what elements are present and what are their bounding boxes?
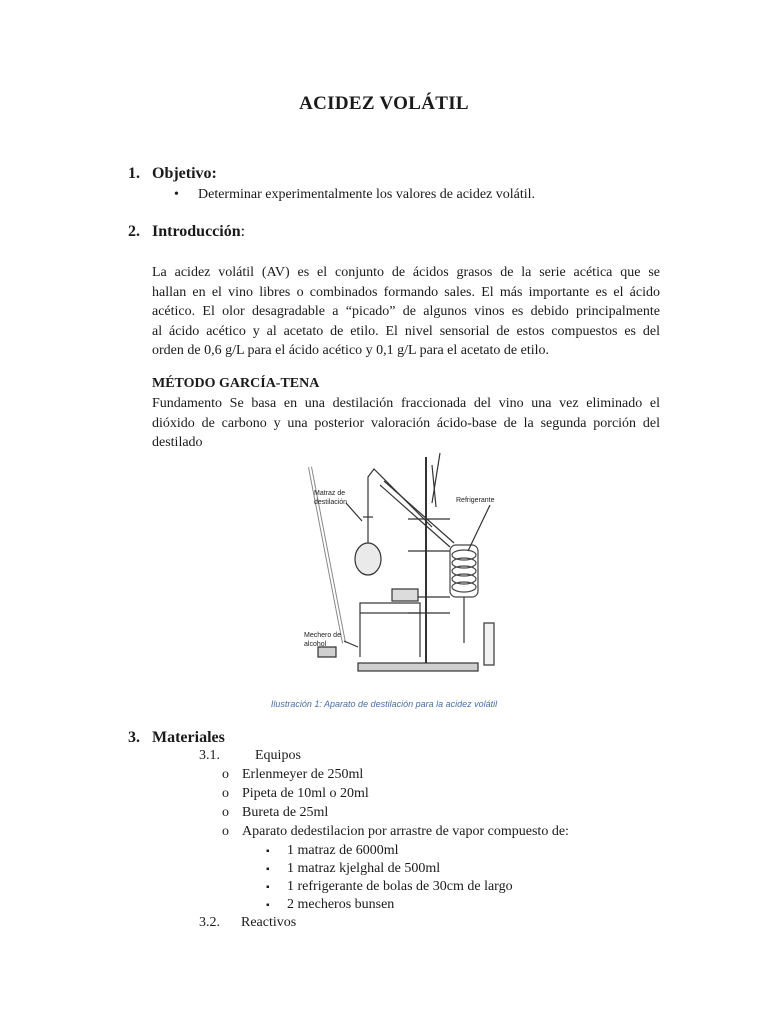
list-item xyxy=(222,767,363,783)
flask-icon xyxy=(355,543,381,575)
distillation-apparatus-figure xyxy=(300,447,510,687)
sub-list-item xyxy=(266,861,440,877)
paragraph-line: al ácido acético y al acetato de etilo. El nivel sensorial de estos compuestos es del xyxy=(152,323,660,339)
paragraph-line: hallan en el vino libres o combinados formando sales. El más importante es el ácido xyxy=(152,284,660,300)
bullet-marker: • xyxy=(174,187,179,202)
objetivo-bullet xyxy=(174,187,535,203)
section-number: 1. xyxy=(128,165,140,182)
paragraph-line: Fundamento Se basa en una destilación fraccionada del vino una vez eliminado el xyxy=(152,396,660,411)
list-item-text: Bureta de 25ml xyxy=(242,805,329,820)
section-title: Objetivo: xyxy=(152,165,217,182)
paragraph-line: orden de 0,6 g/L para el ácido acético y 0,1 g/L para el acetato de etilo. xyxy=(152,343,550,359)
sub-list-marker: ▪ xyxy=(266,900,270,911)
sub-list-item-text: 1 matraz kjelghal de 500ml xyxy=(287,861,441,876)
sub-list-item-text: 2 mecheros bunsen xyxy=(287,897,395,912)
burner-label: alcohol xyxy=(304,641,327,648)
subsection-number: 3.2. xyxy=(199,915,220,930)
subsection-reactivos xyxy=(199,915,296,931)
coil-condenser-icon xyxy=(450,545,478,597)
paragraph-line: acético. El olor desagradable a “picado” de algunos vinos es debido principalmente xyxy=(152,304,660,320)
sub-list-item-text: 1 matraz de 6000ml xyxy=(287,843,399,858)
sub-list-marker: ▪ xyxy=(266,864,270,875)
section-objetivo-heading xyxy=(128,165,217,183)
flask-label: Matraz de xyxy=(314,490,346,497)
bullet-text: Determinar experimentalmente los valores de acidez volátil. xyxy=(198,187,536,202)
list-item-text: Erlenmeyer de 250ml xyxy=(242,767,364,782)
list-marker: o xyxy=(222,805,229,820)
paragraph-line: La acidez volátil (AV) es el conjunto de ácidos grasos de la serie acética que se xyxy=(152,265,660,280)
subsection-equipos xyxy=(199,748,301,764)
stand-base-icon xyxy=(358,663,478,671)
section-number: 2. xyxy=(128,223,140,240)
list-marker: o xyxy=(222,767,229,782)
intro-paragraph xyxy=(152,263,660,361)
condenser-tube-icon xyxy=(380,485,450,547)
sub-list-marker: ▪ xyxy=(266,882,270,893)
burner-icon xyxy=(318,647,336,657)
heading-colon: : xyxy=(240,223,246,240)
cylinder-icon xyxy=(484,623,494,665)
sub-list-marker: ▪ xyxy=(266,846,270,857)
burner-label: Mechero de xyxy=(304,632,341,639)
section-number: 3. xyxy=(128,729,140,746)
subsection-label: Reactivos xyxy=(241,915,297,930)
list-item-text: Aparato dedestilacion por arrastre de vapor compuesto de: xyxy=(242,824,569,839)
subsection-number: 3.1. xyxy=(199,748,220,763)
section-title: Materiales xyxy=(152,729,225,746)
list-marker: o xyxy=(222,824,229,839)
figure-caption: Ilustración 1: Aparato de destilación para la acidez volátil xyxy=(270,699,498,709)
flask-label: destilación xyxy=(314,499,348,506)
subsection-label: Equipos xyxy=(255,748,301,763)
sub-list-item xyxy=(266,843,399,859)
list-item xyxy=(222,824,569,840)
section-introduccion-heading xyxy=(128,223,245,241)
document-title: ACIDEZ VOLÁTIL xyxy=(299,93,469,114)
method-title: MÉTODO GARCÍA-TENA xyxy=(152,376,320,391)
list-item xyxy=(222,786,369,802)
list-marker: o xyxy=(222,786,229,801)
list-item-text: Pipeta de 10ml o 20ml xyxy=(242,786,369,801)
sub-list-item-text: 1 refrigerante de bolas de 30cm de largo xyxy=(287,879,513,894)
section-materiales-heading xyxy=(128,729,225,747)
section-title: Introducción xyxy=(152,223,241,240)
sub-list-item xyxy=(266,897,394,913)
list-item xyxy=(222,805,328,821)
sub-list-item xyxy=(266,879,513,895)
paragraph-line: destilado xyxy=(152,435,203,451)
condenser-label: Refrigerante xyxy=(456,497,495,504)
paragraph-line: dióxido de carbono y una posterior valoración ácido-base de la segunda porción del xyxy=(152,415,660,431)
method-paragraph xyxy=(152,394,660,453)
